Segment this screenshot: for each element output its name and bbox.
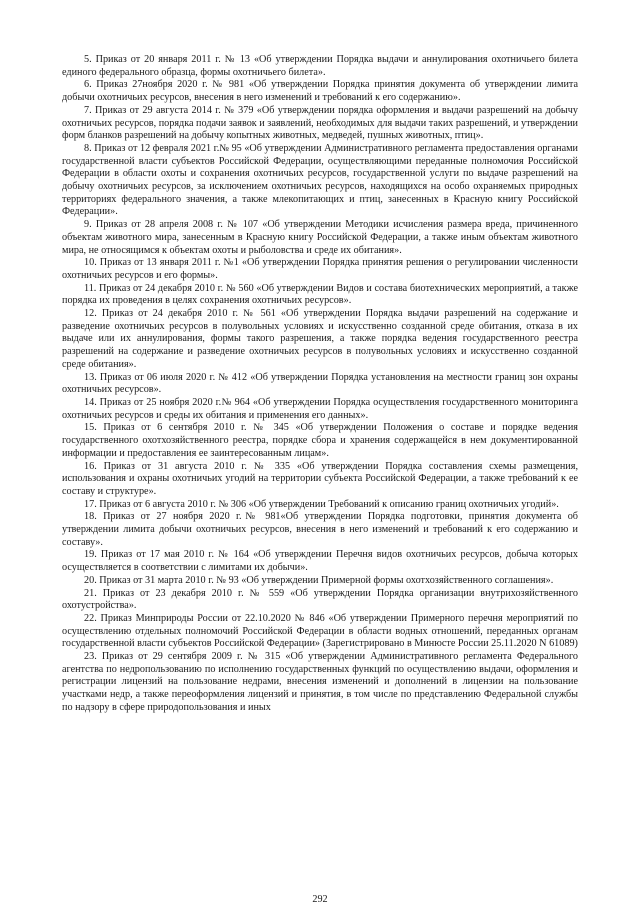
list-item-5: 5. Приказ от 20 января 2011 г. № 13 «Об утверждении Порядка выдачи и аннулирования охотничьего билета единого федерального образца, формы охотничьего билета». bbox=[62, 54, 578, 78]
page-number: 292 bbox=[312, 894, 328, 905]
list-item-7: 7. Приказ от 29 августа 2014 г. № 379 «Об утверждении порядка оформления и выдачи разрешений на добычу охотничьих ресурсов, порядка подачи заявок и заявлений, необходимых для выдачи таких разрешений, и утверждении форм бланков разрешений на добычу копытных животных, медведей, пушных животных, птиц». bbox=[62, 104, 578, 142]
list-item-9: 9. Приказ от 28 апреля 2008 г. № 107 «Об утверждении Методики исчисления размера вреда, причиненного объектам животного мира, занесенным в Красную книгу Российской Федерации, а также иным объектам животного мира, не относящимся к объектам охоты и рыболовства и среде их обитания». bbox=[62, 219, 578, 256]
list-item-8: 8. Приказ от 12 февраля 2021 г.№ 95 «Об утверждении Административного регламента предоставления органами государственной власти субъектов Российской Федерации, осуществляющими переданные полномочия Российской Федерации в области охоты и сохранения охотничьих ресурсов, государственной услуги по выдаче разрешений на добычу охотничьих ресурсов, за исключением охотничьих ресурсов, находящихся на особо охраняемых природных территориях федерального значения, а также млекопитающих и птиц, занесенных в Красную книгу Российской Федерации». bbox=[62, 142, 578, 218]
list-item-20: 20. Приказ от 31 марта 2010 г. № 93 «Об утверждении Примерной формы охотхозяйственного соглашения». bbox=[84, 574, 554, 586]
list-item-21: 21. Приказ от 23 декабря 2010 г. № 559 «Об утверждении Порядка организации внутрихозяйственного охотустройства». bbox=[62, 587, 578, 612]
list-item-22: 22. Приказ Минприроды России от 22.10.2020 № 846 «Об утверждении Примерного перечня мероприятий по осуществлению отдельных полномочий Российской Федерации в области водных отношений, переданных органам государственной власти субъектов Российской Федерации» (Зарегистрировано в Минюсте России 25.11.2020 N 61089) bbox=[62, 612, 578, 650]
document-page bbox=[62, 54, 578, 905]
list-item-10: 10. Приказ от 13 января 2011 г. №1 «Об утверждении Порядка принятия решения о регулировании численности охотничьих ресурсов и его формы». bbox=[62, 257, 578, 281]
list-item-6: 6. Приказ 27ноября 2020 г. № 981 «Об утверждении Порядка принятия документа об утверждении лимита добычи охотничьих ресурсов, внесения в него изменений и требований к его содержанию». bbox=[62, 79, 578, 104]
list-item-19: 19. Приказ от 17 мая 2010 г. № 164 «Об утверждении Перечня видов охотничьих ресурсов, добыча которых осуществляется в соответствии с лимитами их добычи». bbox=[62, 549, 578, 574]
list-item-23: 23. Приказ от 29 сентября 2009 г. № 315 «Об утверждении Административного регламента Федерального агентства по недропользованию по исполнению государственных функций по осуществлению выдачи, оформления и регистрации лицензий на пользование недрами, внесения изменений и дополнений в лицензии на пользование участками недр, а также переоформления лицензий и принятия, в том числе по представлению Федеральной службы по надзору в сфере природопользования и иных bbox=[62, 651, 578, 713]
list-item-17: 17. Приказ от 6 августа 2010 г. № 306 «Об утверждении Требований к описанию границ охотничьих угодий». bbox=[84, 498, 559, 510]
list-item-11: 11. Приказ от 24 декабря 2010 г. № 560 «Об утверждении Видов и состава биотехнических мероприятий, а также порядка их проведения в целях сохранения охотничьих ресурсов». bbox=[62, 282, 578, 307]
list-item-16: 16. Приказ от 31 августа 2010 г. № 335 «Об утверждении Порядка составления схемы размещения, использования и охраны охотничьих угодий на территории субъекта Российской Федерации, а также требований к ее составу и структуре». bbox=[62, 460, 578, 497]
list-item-15: 15. Приказ от 6 сентября 2010 г. № 345 «Об утверждении Положения о составе и порядке ведения государственного охотхозяйственного реестра, порядке сбора и хранения содержащейся в нем документированной информации и предоставления ее заинтересованным лицам». bbox=[62, 422, 578, 459]
list-item-14: 14. Приказ от 25 ноября 2020 г.№ 964 «Об утверждении Порядка осуществления государственного мониторинга охотничьих ресурсов и среды их обитания и применения его данных». bbox=[62, 396, 578, 421]
list-item-12: 12. Приказ от 24 декабря 2010 г. № 561 «Об утверждении Порядка выдачи разрешений на содержание и разведение охотничьих ресурсов в полувольных условиях и искусственно созданной среде обитания, отказа в их выдаче или их аннулирования, формы такого разрешения, а также порядка ведения государственного реестра разрешений на содержание и разведение охотничьих ресурсов в полувольных условиях и искусственно созданной среде обитания». bbox=[62, 308, 578, 370]
list-item-18: 18. Приказ от 27 ноября 2020 г.№ 981«Об утверждении Порядка подготовки, принятия документа об утверждении лимита добычи охотничьих ресурсов, внесения в него изменений и требований к его содержанию и составу». bbox=[62, 511, 578, 548]
list-item-13: 13. Приказ от 06 июля 2020 г. № 412 «Об утверждении Порядка установления на местности границ зон охраны охотничьих ресурсов». bbox=[62, 371, 578, 396]
